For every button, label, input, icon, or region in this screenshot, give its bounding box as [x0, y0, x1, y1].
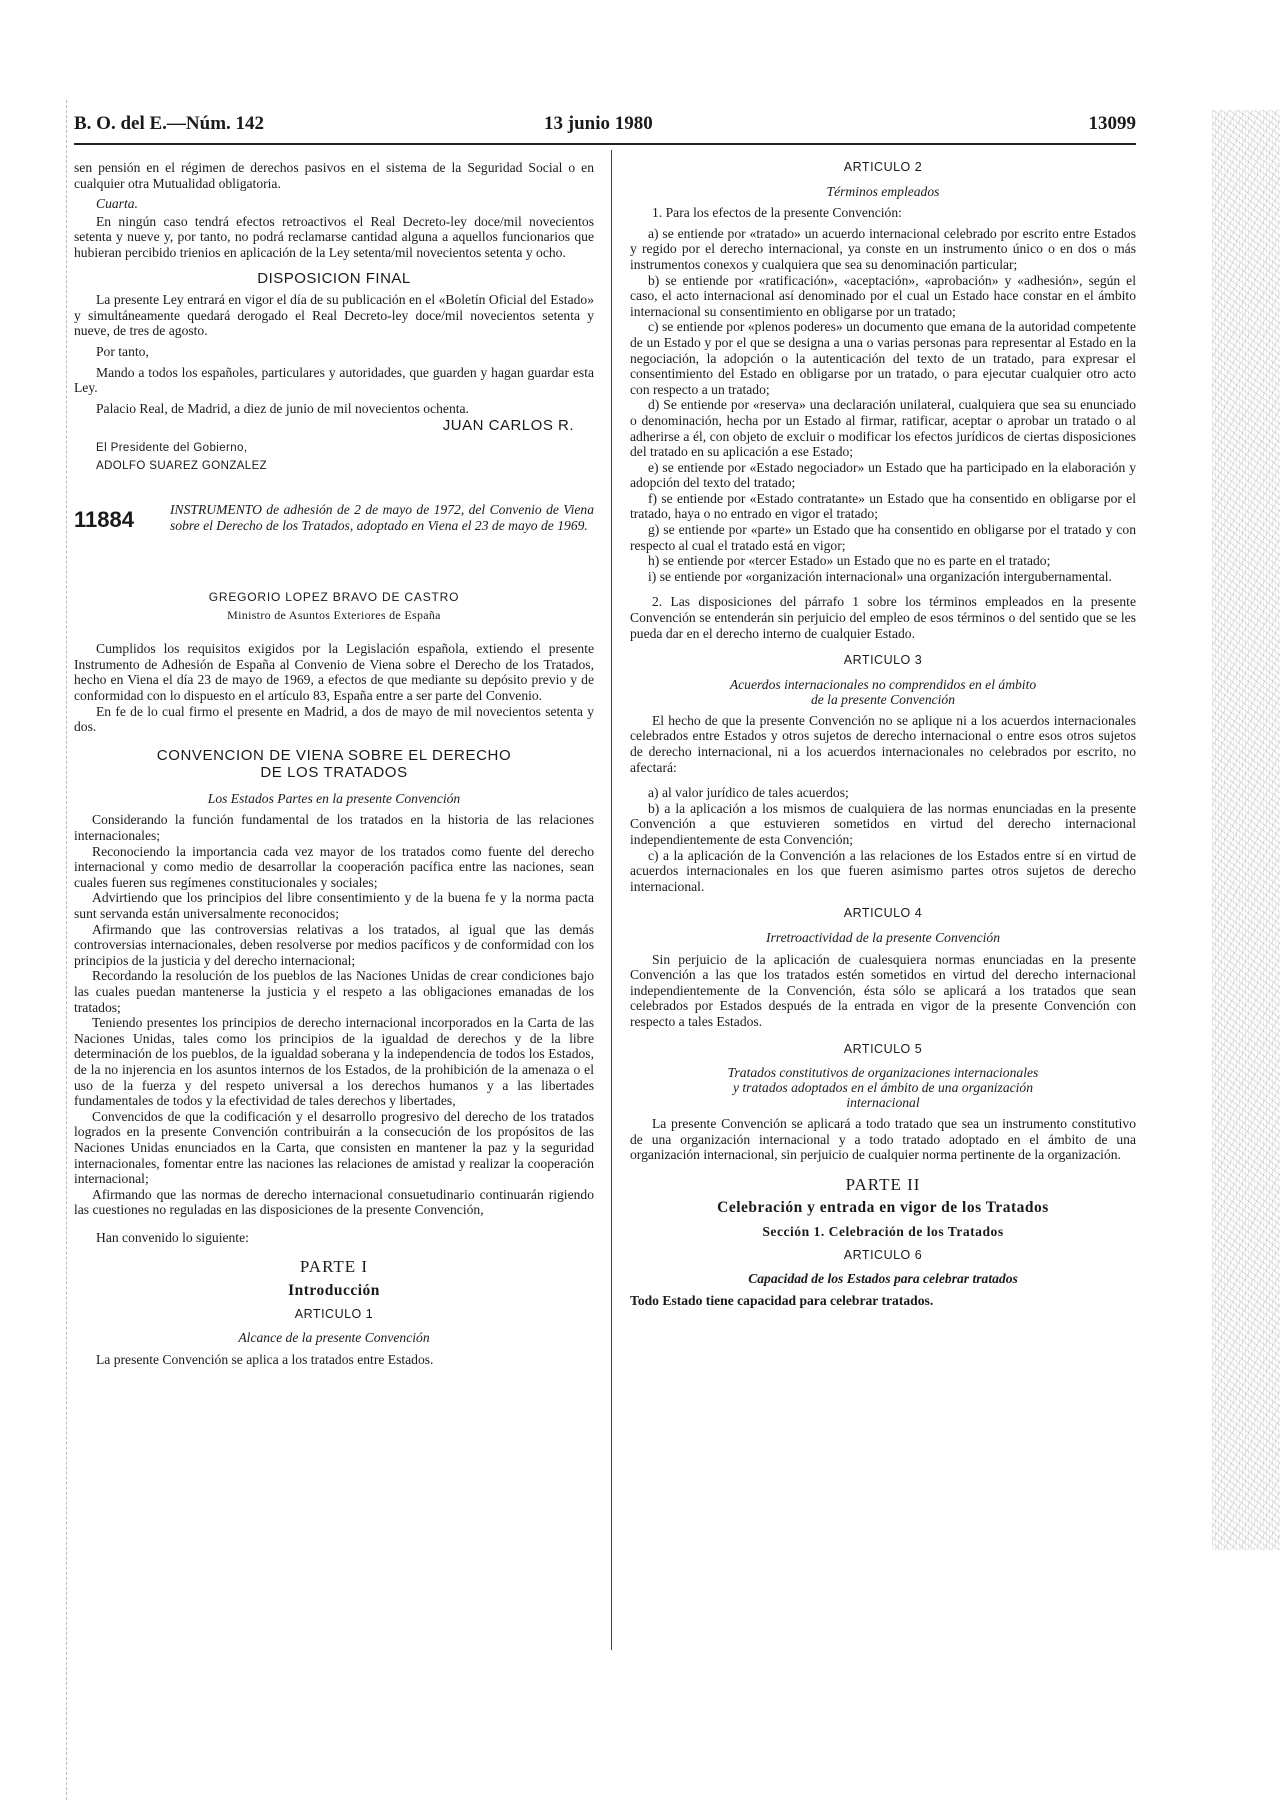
- article-title-line-3: internacional: [846, 1095, 920, 1111]
- instrument-entry: [74, 502, 594, 580]
- definition-item: c) se entiende por «plenos poderes» un documento que emana de la autoridad competente de un Estado y por el que se designa a una o varias personas para representar al Estado en la negociación, la adopción o la autenticación del texto de un tratado, para expresar el consentimiento del Estado en obligarse por un tratado, o para ejecutar cualquier otro acto con respecto a un tratado;: [630, 319, 1136, 397]
- preamble-paragraph: Reconociendo la importancia cada vez mayor de los tratados como fuente del derecho internacional y como medio de desarrollar la cooperación pacífica entre las naciones, sean cuales fueren sus regímenes constitucionales y sociales;: [74, 843, 594, 890]
- part-heading: PARTE I: [299, 1257, 369, 1277]
- paragraph: Sin perjuicio de la aplicación de cualesquiera normas enunciadas en la presente Convención a las que los tratados estén sometidos en virtud del derecho internacional independientemente de la Convención, ésta sólo se aplicará a los tratados que sean celebrados por Estados después de la entrada en vigor de la presente Convención con respecto a tales Estados.: [630, 951, 1136, 1029]
- part-i-block: [74, 1259, 594, 1367]
- president-name: ADOLFO SUAREZ GONZALEZ: [96, 459, 268, 472]
- article-heading: ARTICULO 5: [843, 1041, 923, 1056]
- paragraph: 1. Para los efectos de la presente Convención:: [652, 205, 902, 221]
- article-text: La presente Convención se aplica a los tratados entre Estados.: [96, 1351, 434, 1367]
- article-title: [630, 1065, 1136, 1110]
- president-title: El Presidente del Gobierno,: [96, 441, 248, 454]
- paragraph: En fe de lo cual firmo el presente en Madrid, a dos de mayo de mil novecientos setenta y dos.: [74, 703, 594, 735]
- definition-item: d) Se entiende por «reserva» una declaración unilateral, cualquiera que sea su enunciado o denominación, hecha por un Estado al firmar, ratificar, aceptar o aprobar un tratado o al adherirse a él, con objeto de excluir o modificar los efectos jurídicos de ciertas disposiciones del tratado en su aplicación a ese Estado;: [630, 397, 1136, 460]
- article-title-line-1: Acuerdos internacionales no comprendidos en el ámbito: [729, 676, 1037, 692]
- list-item: b) a la aplicación a los mismos de cualquiera de las normas enunciadas en la presente Convención a que estuvieren sometidos en virtud del derecho internacional independientemente de esta Convención;: [630, 800, 1136, 847]
- preamble-paragraph: Afirmando que las controversias relativas a los tratados, al igual que las demás controversias internacionales, deben resolverse por medios pacíficos y de conformidad con los principios de la justicia y del derecho internacional;: [74, 921, 594, 968]
- part-title: Introducción: [288, 1282, 380, 1300]
- definition-item: b) se entiende por «ratificación», «aceptación», «aprobación» y «adhesión», según el caso, el acto internacional así denominado por el cual un Estado hace constar en el ámbito internacional su consentimiento en obligarse por un tratado;: [630, 272, 1136, 319]
- article-heading: ARTICULO 2: [843, 160, 923, 174]
- convention-title-line-2: DE LOS TRATADOS: [260, 763, 408, 781]
- part-heading: PARTE II: [845, 1174, 921, 1194]
- minister-office: Ministro de Asuntos Exteriores de España: [227, 607, 441, 622]
- king-signature: JUAN CARLOS R.: [442, 417, 574, 435]
- paragraph: Mando a todos los españoles, particulares y autoridades, que guarden y hagan guardar esta Ley.: [74, 364, 594, 396]
- page-number: 13099: [1088, 113, 1136, 134]
- paragraph: Por tanto,: [96, 343, 149, 359]
- right-column: [630, 160, 1136, 1313]
- convention-title: [74, 747, 594, 781]
- section-heading: Sección 1. Celebración de los Tratados: [762, 1224, 1004, 1240]
- column-divider: [611, 150, 612, 1650]
- instrument-title: INSTRUMENTO de adhesión de 2 de mayo de 1972, del Convenio de Viena sobre el Derecho de los Tratados, adoptado en Viena el 23 de mayo de 1969.: [170, 502, 594, 533]
- article-title: [630, 677, 1136, 707]
- list-item: a) al valor jurídico de tales acuerdos;: [648, 785, 849, 801]
- left-column: [74, 160, 594, 1372]
- convention-title-line-1: CONVENCION DE VIENA SOBRE EL DERECHO: [156, 746, 512, 764]
- paragraph: El hecho de que la presente Convención no se aplique ni a los acuerdos internacionales celebrados entre Estados y otros sujetos de derecho internacional o entre esos otros sujetos de derecho internacional, ni a los acuerdos internacionales no celebrados por escrito, no afectará:: [630, 712, 1136, 775]
- minister-name: GREGORIO LOPEZ BRAVO DE CASTRO: [208, 590, 460, 605]
- clause-label: Cuarta.: [96, 196, 138, 212]
- article-text: Todo Estado tiene capacidad para celebrar tratados.: [630, 1292, 934, 1308]
- preamble-paragraph: Teniendo presentes los principios de derecho internacional incorporados en la Carta de las Naciones Unidas, tales como los principios de la igualdad de derechos y de la libre determinación de los pueblos, de la igualdad soberana y la independencia de todos los Estados, de la no injerencia en los asuntos internos de los Estados, de la prohibición de la amenaza o el uso de la fuerza y del respeto universal a los derechos humanos y a las libertades fundamentales de todos y la efectividad de tales derechos y libertades,: [74, 1015, 594, 1109]
- definition-item: h) se entiende por «tercer Estado» un Estado que no es parte en el tratado;: [648, 553, 1051, 569]
- paragraph: En ningún caso tendrá efectos retroactivos el Real Decreto-ley doce/mil novecientos setenta y nueve y, por tanto, no podrá reclamarse cantidad alguna a aquellos funcionarios que hubieran percibido trienios en aplicación de la Ley setenta/mil novecientos setenta y ocho.: [74, 213, 594, 260]
- part-ii-block: [630, 1174, 1136, 1309]
- paragraph: 2. Las disposiciones del párrafo 1 sobre los términos empleados en la presente Convención se entenderán sin perjuicio del empleo de esos términos o del sentido que se les pueda dar en el derecho interno de cualquier Estado.: [630, 594, 1136, 641]
- preamble-paragraph: Afirmando que las normas de derecho internacional consuetudinario continuarán rigiendo las cuestiones no reguladas en las disposiciones de la presente Convención,: [74, 1186, 594, 1218]
- page-header: [74, 113, 1136, 141]
- margin-line: [66, 100, 67, 1800]
- article-title-line-1: Tratados constitutivos de organizaciones internacionales: [727, 1065, 1039, 1081]
- section-heading: DISPOSICION FINAL: [257, 269, 411, 287]
- publication-date: 13 junio 1980: [544, 113, 653, 134]
- paragraph: Cumplidos los requisitos exigidos por la Legislación española, extiendo el presente Instrumento de Adhesión de España al Convenio de Viena sobre el Derecho de los Tratados, hecho en Viena el día 23 de mayo de 1969, a efectos de que mediante su depósito previo y de conformidad con lo dispuesto en el artículo 83, España entre a ser parte del Convenio.: [74, 641, 594, 704]
- preamble-paragraph: Considerando la función fundamental de los tratados en la historia de las relaciones internacionales;: [74, 812, 594, 844]
- article-heading: ARTICULO 1: [294, 1306, 374, 1321]
- part-title: Celebración y entrada en vigor de los Tratados: [717, 1199, 1049, 1217]
- paragraph: La presente Convención se aplicará a todo tratado que sea un instrumento constitutivo de una organización internacional y a todo tratado adoptado en el ámbito de una organización internacional, sin perjuicio de cualquier norma pertinente de la organización.: [630, 1116, 1136, 1163]
- article-heading: ARTICULO 3: [843, 653, 923, 668]
- definition-item: g) se entiende por «parte» un Estado que ha consentido en obligarse por el tratado y con respecto al cual el tratado está en vigor;: [630, 522, 1136, 553]
- definition-item: a) se entiende por «tratado» un acuerdo internacional celebrado por escrito entre Estados y regido por el derecho internacional, ya conste en un instrumento único o en dos o más instrumentos conexos y cualquiera que sea su denominación particular;: [630, 225, 1136, 272]
- article-heading: ARTICULO 4: [843, 906, 923, 921]
- article-heading: ARTICULO 6: [843, 1247, 923, 1262]
- publication-issue: B. O. del E.—Núm. 142: [74, 113, 265, 134]
- definition-item: i) se entiende por «organización internacional» una organización intergubernamental.: [648, 568, 1112, 584]
- preamble-paragraph: Recordando la resolución de los pueblos de las Naciones Unidas de crear condiciones bajo las cuales puedan mantenerse la justicia y el respeto a las obligaciones emanadas de los tratados;: [74, 968, 594, 1015]
- list-item: c) a la aplicación de la Convención a las relaciones de los Estados entre sí en virtud de acuerdos internacionales en los que fueren asimismo partes otros sujetos de derecho internacional.: [630, 847, 1136, 894]
- scan-edge-noise: [1212, 110, 1280, 1550]
- header-rule: [74, 143, 1136, 145]
- preamble-paragraph: Advirtiendo que los principios del libre consentimiento y de la buena fe y la norma pacta sunt servanda están universalmente reconocidos;: [74, 890, 594, 921]
- definition-item: e) se entiende por «Estado negociador» un Estado que ha participado en la elaboración y adopción del texto del tratado;: [630, 459, 1136, 491]
- instrument-number: 11884: [74, 507, 134, 533]
- paragraph: Han convenido lo siguiente:: [96, 1229, 249, 1245]
- paragraph: La presente Ley entrará en vigor el día de su publicación en el «Boletín Oficial del Estado» y simultáneamente quedará derogado el Real Decreto-ley doce/mil novecientos setenta y nueve, de tres de agosto.: [74, 292, 594, 339]
- definition-item: f) se entiende por «Estado contratante» un Estado que ha consentido en obligarse por el tratado, haya o no entrado en vigor el tratado;: [630, 490, 1136, 522]
- article-title: Irretroactividad de la presente Convención: [765, 929, 1001, 945]
- article-title: Alcance de la presente Convención: [238, 1330, 430, 1346]
- paragraph: Palacio Real, de Madrid, a diez de junio de mil novecientos ochenta.: [96, 400, 469, 416]
- preamble-paragraph: Convencidos de que la codificación y el desarrollo progresivo del derecho de los tratados logrados en la presente Convención contribuirán a la consecución de los propósitos de las Naciones Unidas enunciados en la Carta, que consisten en mantener la paz y la seguridad internacionales, fomentar entre las naciones las relaciones de amistad y realizar la cooperación internacional;: [74, 1108, 594, 1187]
- article-title-line-2: de la presente Convención: [810, 691, 956, 707]
- preamble-heading: Los Estados Partes en la presente Convención: [207, 790, 461, 806]
- minister-block: [74, 590, 594, 623]
- paragraph: sen pensión en el régimen de derechos pasivos en el sistema de la Seguridad Social o en cualquier otra Mutualidad obligatoria.: [74, 160, 594, 191]
- article-title-line-2: y tratados adoptados en el ámbito de una organización: [732, 1080, 1034, 1096]
- article-title: Términos empleados: [826, 183, 940, 199]
- article-title: Capacidad de los Estados para celebrar tratados: [748, 1271, 1018, 1287]
